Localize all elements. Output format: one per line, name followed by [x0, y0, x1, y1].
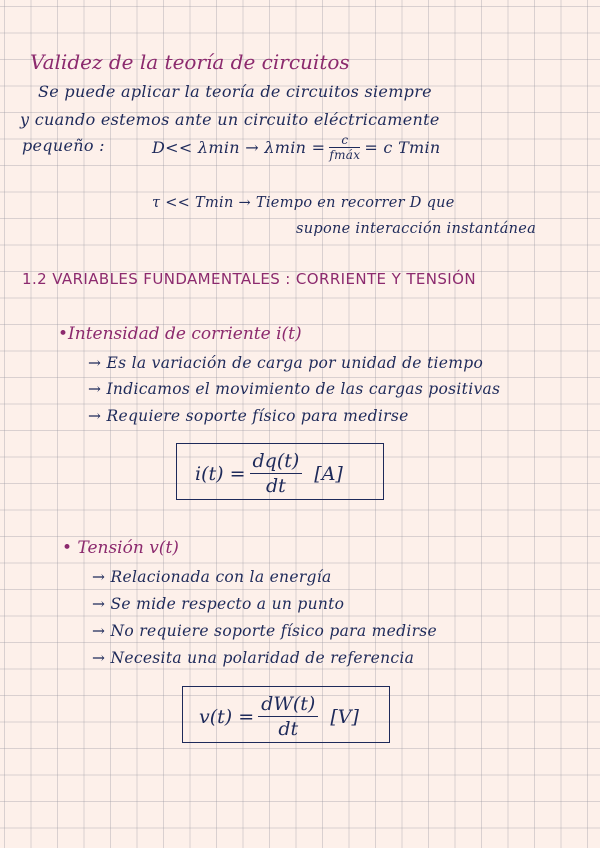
- current-formula-lhs: i(t) =: [195, 462, 246, 485]
- voltage-formula-unit: [V]: [330, 705, 359, 728]
- condition-wavelength-tail: = c Tmin: [364, 137, 441, 157]
- current-formula-numerator: dq(t): [250, 450, 303, 474]
- condition-time: τ << Tmin → Tiempo en recorrer D que: [152, 195, 455, 211]
- voltage-formula-numerator: dW(t): [258, 693, 318, 717]
- condition-wavelength-fraction: [329, 134, 360, 161]
- voltage-heading: • Tensión v(t): [62, 538, 179, 558]
- current-point-1: → Es la variación de carga por unidad de tiempo: [88, 354, 484, 372]
- current-point-3: → Requiere soporte físico para medirse: [88, 407, 409, 425]
- current-formula-box: [176, 443, 384, 500]
- voltage-formula-fraction: [258, 693, 318, 740]
- voltage-point-3: → No requiere soporte físico para medirse: [92, 622, 438, 640]
- voltage-formula-denominator: dt: [278, 718, 299, 740]
- section-heading: 1.2 VARIABLES FUNDAMENTALES : CORRIENTE Y TENSIÓN: [22, 270, 476, 288]
- fraction-numerator: c: [329, 134, 360, 148]
- voltage-formula: [199, 693, 359, 740]
- current-point-2: → Indicamos el movimiento de las cargas positivas: [88, 380, 501, 398]
- condition-wavelength-text: D<< λmin → λmin =: [152, 137, 326, 157]
- current-formula-fraction: [250, 450, 303, 497]
- condition-wavelength: [152, 134, 441, 161]
- intro-line-3: pequeño :: [22, 136, 105, 155]
- page-title: Validez de la teoría de circuitos: [30, 50, 350, 74]
- fraction-denominator: fmáx: [329, 148, 361, 162]
- current-formula-unit: [A]: [314, 462, 343, 485]
- current-formula: [195, 450, 343, 497]
- current-formula-denominator: dt: [265, 475, 286, 497]
- voltage-point-4: → Necesita una polaridad de referencia: [92, 649, 415, 667]
- intro-line-2: y cuando estemos ante un circuito eléctricamente: [20, 110, 440, 129]
- condition-time-continued: supone interacción instantánea: [296, 221, 537, 237]
- current-heading: •Intensidad de corriente i(t): [58, 324, 302, 344]
- voltage-point-1: → Relacionada con la energía: [92, 568, 332, 586]
- voltage-formula-lhs: v(t) =: [199, 705, 255, 728]
- intro-line-1: Se puede aplicar la teoría de circuitos siempre: [38, 82, 432, 101]
- voltage-formula-box: [182, 686, 390, 743]
- voltage-point-2: → Se mide respecto a un punto: [92, 595, 345, 613]
